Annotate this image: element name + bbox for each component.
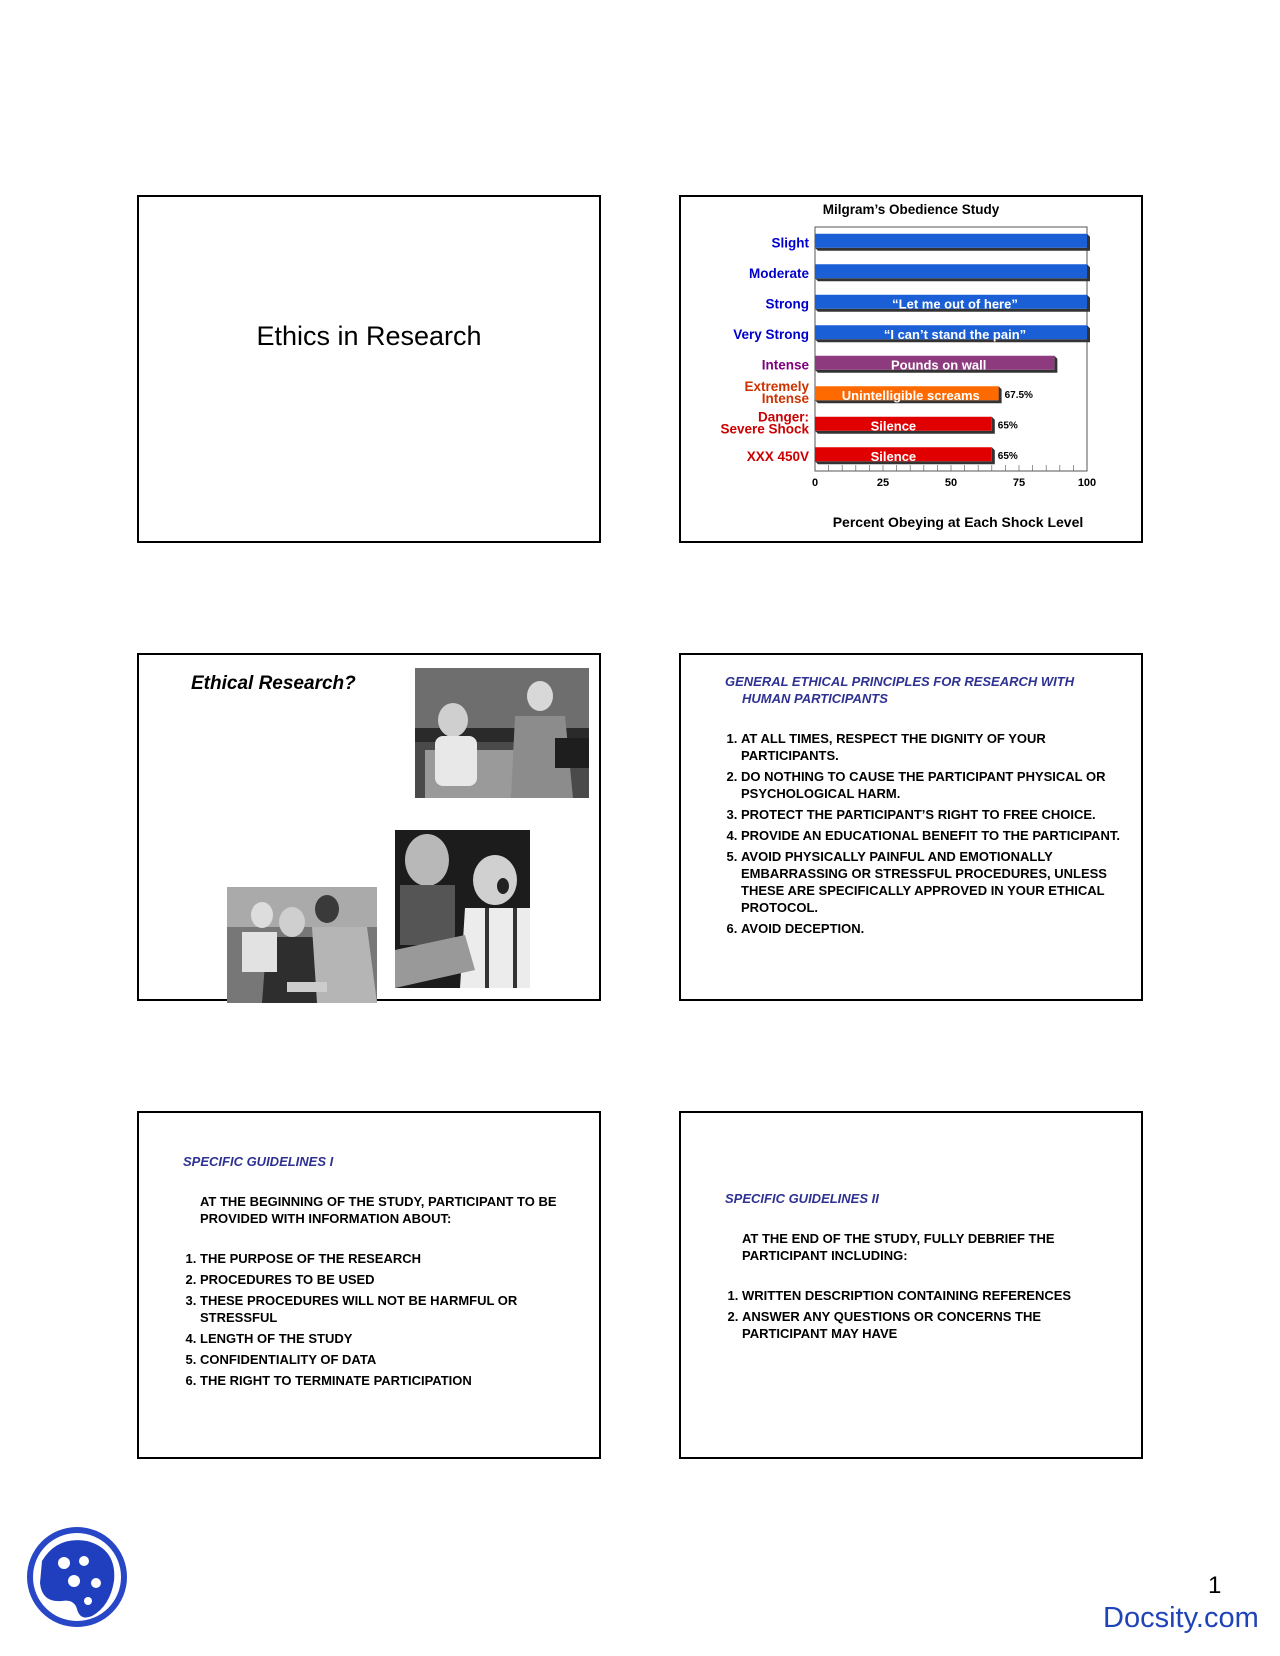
list-item: 1. WRITTEN DESCRIPTION CONTAINING REFERENCES [742, 1287, 1122, 1304]
intro-text: AT THE END OF THE STUDY, FULLY DEBRIEF THE PARTICIPANT INCLUDING: [742, 1231, 1055, 1263]
list-item: 1. AT ALL TIMES, RESPECT THE DIGNITY OF YOUR PARTICIPANTS. [741, 730, 1121, 764]
chart-category-label: Danger: Severe Shock [720, 409, 809, 437]
slide-title [137, 195, 601, 543]
list-item: 6. THE RIGHT TO TERMINATE PARTICIPATION [200, 1372, 580, 1389]
intro-text: AT THE BEGINNING OF THE STUDY, PARTICIPANT TO BE PROVIDED WITH INFORMATION ABOUT: [200, 1194, 557, 1226]
chart-value-label: 65% [997, 420, 1018, 432]
chart-bar-label: Pounds on wall [891, 357, 987, 373]
chart-title: Milgram’s Obedience Study [822, 202, 1000, 217]
chart-category-label: Intense [761, 357, 809, 373]
list-item: 5. CONFIDENTIALITY OF DATA [200, 1351, 580, 1368]
list-item: 3. PROTECT THE PARTICIPANT’S RIGHT TO FREE CHOICE. [741, 806, 1121, 823]
chart-value-label: 67.5% [1004, 389, 1033, 401]
list-item: 2. DO NOTHING TO CAUSE THE PARTICIPANT PHYSICAL OR PSYCHOLOGICAL HARM. [741, 768, 1121, 802]
chart-x-axis-label: Percent Obeying at Each Shock Level [832, 514, 1084, 530]
chart-category-label: Very Strong [733, 326, 809, 342]
chart-bar [815, 234, 1087, 248]
photo-learner-shouting [395, 830, 530, 988]
slide-heading: SPECIFIC GUIDELINES II [725, 1191, 879, 1206]
chart-x-tick-label: 100 [1077, 477, 1097, 489]
chart-category-label: Moderate [748, 265, 809, 281]
chart-x-tick-label: 50 [944, 477, 958, 489]
slide-general-principles [679, 653, 1143, 1001]
chart-bar [815, 264, 1087, 278]
chart-bar-label: Unintelligible screams [841, 387, 980, 403]
list-item: 6. AVOID DECEPTION. [741, 920, 1121, 937]
slide-milgram-chart [679, 195, 1143, 543]
chart-category-label: XXX 450V [746, 448, 809, 464]
photo-experimenter-and-teacher [415, 668, 589, 798]
slide-heading: SPECIFIC GUIDELINES I [183, 1154, 334, 1169]
heading-line-1: GENERAL ETHICAL PRINCIPLES FOR RESEARCH WITH [725, 674, 1075, 689]
chart-bar-label: “I can’t stand the pain” [883, 326, 1027, 342]
docsity-link[interactable]: Docsity.com [1103, 1602, 1259, 1634]
page-number: 1 [1208, 1572, 1222, 1599]
chart-bar-label: “Let me out of here” [892, 296, 1018, 312]
slide-specific-guidelines-2 [679, 1111, 1143, 1459]
chart-bar-label: Silence [870, 448, 917, 464]
list-item: 4. PROVIDE AN EDUCATIONAL BENEFIT TO THE PARTICIPANT. [741, 827, 1121, 844]
list-item: 2. PROCEDURES TO BE USED [200, 1271, 580, 1288]
chart-bar-label: Silence [870, 418, 917, 434]
chart-x-tick-label: 25 [876, 477, 890, 489]
chart-x-tick-label: 0 [811, 477, 819, 489]
slide-ethical-research [137, 653, 601, 1001]
chart-category-label: Strong [765, 296, 809, 312]
chart-category-label: Extremely Intense [744, 378, 809, 406]
list-item: 3. THESE PROCEDURES WILL NOT BE HARMFUL OR STRESSFUL [200, 1292, 580, 1326]
heading-line-2: HUMAN PARTICIPANTS [742, 691, 888, 706]
list-item: 2. ANSWER ANY QUESTIONS OR CONCERNS THE PARTICIPANT MAY HAVE [742, 1308, 1122, 1342]
guidelines-list [182, 1250, 580, 1393]
docsity-logo-icon [22, 1521, 132, 1631]
slide-specific-guidelines-1 [137, 1111, 601, 1459]
debrief-list [724, 1287, 1122, 1346]
list-item: 5. AVOID PHYSICALLY PAINFUL AND EMOTIONALLY EMBARRASSING OR STRESSFUL PROCEDURES, UNLESS THESE ARE SPECIFICALLY APPROVED IN YOUR ETHICAL PROTOCOL. [741, 848, 1121, 916]
chart-plot-area [815, 227, 1087, 471]
slide-heading [725, 673, 1074, 707]
chart-value-label: 65% [997, 450, 1018, 462]
list-item: 4. LENGTH OF THE STUDY [200, 1330, 580, 1347]
milgram-bar-chart [681, 197, 1141, 541]
chart-category-label: Slight [771, 235, 809, 251]
chart-x-tick-label: 75 [1012, 477, 1026, 489]
slide-heading: Ethical Research? [191, 673, 356, 694]
principles-list [723, 730, 1121, 941]
list-item: 1. THE PURPOSE OF THE RESEARCH [200, 1250, 580, 1267]
slide-title-text: Ethics in Research [256, 321, 482, 351]
photo-strapping-learner [227, 887, 377, 1003]
